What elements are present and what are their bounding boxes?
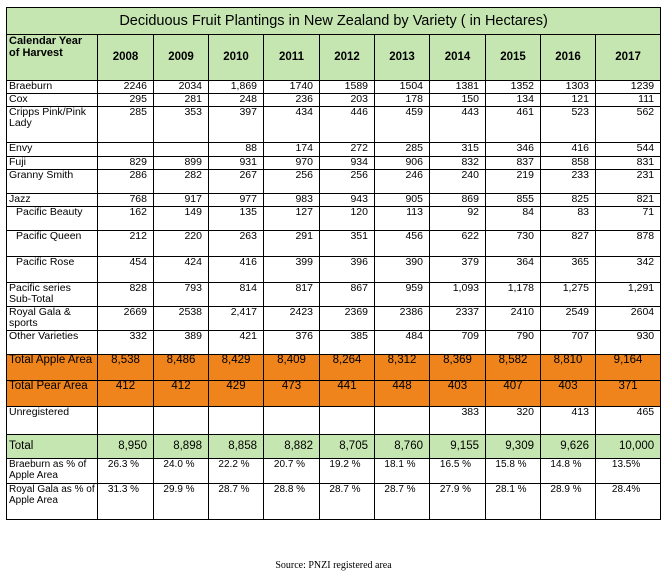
table-row-cell-2016: 825 xyxy=(541,194,596,207)
table-row-cell-2016: 233 xyxy=(541,170,596,194)
table-row-label: Jazz xyxy=(7,194,98,207)
table-title: Deciduous Fruit Plantings in New Zealand by Variety ( in Hectares) xyxy=(7,8,661,35)
table-row-cell-2013: 2386 xyxy=(375,307,430,331)
table-row-cell-2013: 1504 xyxy=(375,81,430,94)
table-row-cell-2010: 263 xyxy=(209,231,264,257)
unregistered-row-cell-2014: 383 xyxy=(430,407,486,435)
table-row-cell-2012: 120 xyxy=(320,207,375,231)
table-row-cell-2015: 790 xyxy=(486,331,541,355)
table-row-cell-2008: 212 xyxy=(98,231,154,257)
table-row-label: Braeburn xyxy=(7,81,98,94)
total-row-label: Total xyxy=(7,435,98,459)
table-row-cell-2008: 2246 xyxy=(98,81,154,94)
table-row-cell-2011: 1740 xyxy=(264,81,320,94)
royalgala-pct-row-cell-2016: 28.9 % xyxy=(541,484,596,520)
total-pear-row-label: Total Pear Area xyxy=(7,381,98,407)
header-year-2011: 2011 xyxy=(264,35,320,81)
table-row-cell-2008: 454 xyxy=(98,257,154,283)
braeburn-pct-row-cell-2012: 19.2 % xyxy=(320,459,375,484)
table-row-cell-2008: 162 xyxy=(98,207,154,231)
table-row-cell-2015: 346 xyxy=(486,143,541,157)
header-row xyxy=(7,35,661,81)
braeburn-pct-row-cell-2014: 16.5 % xyxy=(430,459,486,484)
table-row-cell-2011: 2423 xyxy=(264,307,320,331)
table-row-cell-2009 xyxy=(154,143,209,157)
table-row-cell-2017: 231 xyxy=(596,170,661,194)
table-row-cell-2009: 899 xyxy=(154,157,209,170)
header-year-2015: 2015 xyxy=(486,35,541,81)
total-row-cell-2012: 8,705 xyxy=(320,435,375,459)
table-row-cell-2008: 286 xyxy=(98,170,154,194)
royalgala-pct-row-cell-2010: 28.7 % xyxy=(209,484,264,520)
unregistered-row xyxy=(7,407,661,435)
table-row-cell-2012: 272 xyxy=(320,143,375,157)
total-pear-row xyxy=(7,381,661,407)
table-row-cell-2016: 416 xyxy=(541,143,596,157)
table-row xyxy=(7,231,661,257)
table-row-cell-2008: 829 xyxy=(98,157,154,170)
total-pear-row-cell-2011: 473 xyxy=(264,381,320,407)
total-row-cell-2017: 10,000 xyxy=(596,435,661,459)
total-apple-row-cell-2013: 8,312 xyxy=(375,355,430,381)
total-apple-row-cell-2014: 8,369 xyxy=(430,355,486,381)
table-row-cell-2013: 959 xyxy=(375,283,430,307)
table-row-cell-2014: 315 xyxy=(430,143,486,157)
total-row-cell-2013: 8,760 xyxy=(375,435,430,459)
total-apple-row-cell-2010: 8,429 xyxy=(209,355,264,381)
royalgala-pct-row-cell-2015: 28.1 % xyxy=(486,484,541,520)
table-row xyxy=(7,170,661,194)
braeburn-pct-row xyxy=(7,459,661,484)
header-year-2017: 2017 xyxy=(596,35,661,81)
table-row-cell-2009: 149 xyxy=(154,207,209,231)
table-row xyxy=(7,331,661,355)
table-row-cell-2014: 2337 xyxy=(430,307,486,331)
header-year-2009: 2009 xyxy=(154,35,209,81)
total-pear-row-cell-2014: 403 xyxy=(430,381,486,407)
table-row-cell-2009: 389 xyxy=(154,331,209,355)
table-row-cell-2017: 71 xyxy=(596,207,661,231)
table-row-cell-2013: 484 xyxy=(375,331,430,355)
table-row xyxy=(7,94,661,107)
table-row-cell-2014: 832 xyxy=(430,157,486,170)
royalgala-pct-row-cell-2008: 31.3 % xyxy=(98,484,154,520)
total-apple-row-cell-2009: 8,486 xyxy=(154,355,209,381)
table-row-cell-2014: 869 xyxy=(430,194,486,207)
table-row-cell-2010: 977 xyxy=(209,194,264,207)
total-apple-row-cell-2016: 8,810 xyxy=(541,355,596,381)
table-row-cell-2010: 267 xyxy=(209,170,264,194)
table-row-cell-2013: 246 xyxy=(375,170,430,194)
table-row-cell-2012: 351 xyxy=(320,231,375,257)
table-row-cell-2011: 127 xyxy=(264,207,320,231)
table-row-cell-2010: 814 xyxy=(209,283,264,307)
table-row-cell-2011: 817 xyxy=(264,283,320,307)
table-row-label: Cox xyxy=(7,94,98,107)
table-row-cell-2016: 2549 xyxy=(541,307,596,331)
table-row-cell-2013: 905 xyxy=(375,194,430,207)
table-row-cell-2009: 2034 xyxy=(154,81,209,94)
table-row-cell-2014: 622 xyxy=(430,231,486,257)
table-row-cell-2014: 379 xyxy=(430,257,486,283)
total-apple-row-cell-2015: 8,582 xyxy=(486,355,541,381)
total-pear-row-cell-2015: 407 xyxy=(486,381,541,407)
table-row-cell-2017: 1239 xyxy=(596,81,661,94)
header-year-2012: 2012 xyxy=(320,35,375,81)
table-row-cell-2010: 88 xyxy=(209,143,264,157)
table-row-cell-2017: 2604 xyxy=(596,307,661,331)
table-row xyxy=(7,143,661,157)
royalgala-pct-row-cell-2014: 27.9 % xyxy=(430,484,486,520)
table-row-cell-2008: 768 xyxy=(98,194,154,207)
total-apple-row-cell-2011: 8,409 xyxy=(264,355,320,381)
table-row-label: Pacific series Sub-Total xyxy=(7,283,98,307)
total-row-cell-2011: 8,882 xyxy=(264,435,320,459)
total-pear-row-cell-2017: 371 xyxy=(596,381,661,407)
table-row-cell-2014: 1381 xyxy=(430,81,486,94)
table-row-cell-2015: 837 xyxy=(486,157,541,170)
table-row-cell-2017: 544 xyxy=(596,143,661,157)
table-row xyxy=(7,157,661,170)
unregistered-row-cell-2008 xyxy=(98,407,154,435)
table-row-cell-2012: 943 xyxy=(320,194,375,207)
table-row-cell-2016: 121 xyxy=(541,94,596,107)
table-row-cell-2008 xyxy=(98,143,154,157)
unregistered-row-cell-2009 xyxy=(154,407,209,435)
table-row-cell-2011: 983 xyxy=(264,194,320,207)
table-row-cell-2017: 111 xyxy=(596,94,661,107)
royalgala-pct-row-label: Royal Gala as % of Apple Area xyxy=(7,484,98,520)
table-row-cell-2015: 2410 xyxy=(486,307,541,331)
table-row-label: Granny Smith xyxy=(7,170,98,194)
table-row-cell-2010: 2,417 xyxy=(209,307,264,331)
royalgala-pct-row-cell-2017: 28.4% xyxy=(596,484,661,520)
table-row-label: Fuji xyxy=(7,157,98,170)
table-row-cell-2013: 906 xyxy=(375,157,430,170)
table-row-cell-2012: 2369 xyxy=(320,307,375,331)
braeburn-pct-row-label: Braeburn as % of Apple Area xyxy=(7,459,98,484)
total-pear-row-cell-2008: 412 xyxy=(98,381,154,407)
table-row-cell-2010: 1,869 xyxy=(209,81,264,94)
table-row-label: Royal Gala & sports xyxy=(7,307,98,331)
table-row-label: Cripps Pink/Pink Lady xyxy=(7,107,98,143)
table-row-cell-2016: 827 xyxy=(541,231,596,257)
braeburn-pct-row-cell-2011: 20.7 % xyxy=(264,459,320,484)
total-apple-row-cell-2012: 8,264 xyxy=(320,355,375,381)
total-row xyxy=(7,435,661,459)
plantings-table xyxy=(6,7,661,520)
table-row-cell-2011: 256 xyxy=(264,170,320,194)
unregistered-row-cell-2015: 320 xyxy=(486,407,541,435)
total-apple-row-label: Total Apple Area xyxy=(7,355,98,381)
table-row-cell-2012: 256 xyxy=(320,170,375,194)
header-year-2016: 2016 xyxy=(541,35,596,81)
braeburn-pct-row-cell-2008: 26.3 % xyxy=(98,459,154,484)
unregistered-row-cell-2017: 465 xyxy=(596,407,661,435)
table-row-label: Envy xyxy=(7,143,98,157)
table-row-cell-2009: 353 xyxy=(154,107,209,143)
table-row-label: Other Varieties xyxy=(7,331,98,355)
total-pear-row-cell-2010: 429 xyxy=(209,381,264,407)
table-row-cell-2017: 1,291 xyxy=(596,283,661,307)
table-row-cell-2009: 282 xyxy=(154,170,209,194)
unregistered-row-cell-2011 xyxy=(264,407,320,435)
plantings-table-container xyxy=(6,7,660,571)
table-row-cell-2012: 203 xyxy=(320,94,375,107)
header-year-2008: 2008 xyxy=(98,35,154,81)
table-row-cell-2010: 248 xyxy=(209,94,264,107)
total-pear-row-cell-2013: 448 xyxy=(375,381,430,407)
table-row-cell-2010: 397 xyxy=(209,107,264,143)
table-row-cell-2009: 424 xyxy=(154,257,209,283)
braeburn-pct-row-cell-2017: 13.5% xyxy=(596,459,661,484)
table-row-cell-2017: 878 xyxy=(596,231,661,257)
total-apple-row xyxy=(7,355,661,381)
table-row-cell-2013: 459 xyxy=(375,107,430,143)
table-row xyxy=(7,257,661,283)
table-row-cell-2008: 332 xyxy=(98,331,154,355)
table-row-cell-2010: 135 xyxy=(209,207,264,231)
braeburn-pct-row-cell-2009: 24.0 % xyxy=(154,459,209,484)
table-row-cell-2013: 456 xyxy=(375,231,430,257)
royalgala-pct-row-cell-2011: 28.8 % xyxy=(264,484,320,520)
header-year-2010: 2010 xyxy=(209,35,264,81)
royalgala-pct-row-cell-2012: 28.7 % xyxy=(320,484,375,520)
table-row-cell-2013: 390 xyxy=(375,257,430,283)
table-row-cell-2008: 285 xyxy=(98,107,154,143)
table-row-cell-2011: 236 xyxy=(264,94,320,107)
braeburn-pct-row-cell-2010: 22.2 % xyxy=(209,459,264,484)
unregistered-row-cell-2016: 413 xyxy=(541,407,596,435)
table-row-cell-2015: 364 xyxy=(486,257,541,283)
table-row-cell-2010: 416 xyxy=(209,257,264,283)
table-row-cell-2009: 220 xyxy=(154,231,209,257)
table-row-label: Pacific Beauty xyxy=(7,207,98,231)
header-label: Calendar Year of Harvest xyxy=(7,35,98,81)
table-row-cell-2013: 285 xyxy=(375,143,430,157)
table-row-cell-2015: 84 xyxy=(486,207,541,231)
table-row-cell-2015: 730 xyxy=(486,231,541,257)
royalgala-pct-row xyxy=(7,484,661,520)
table-row-cell-2015: 219 xyxy=(486,170,541,194)
table-row-cell-2011: 399 xyxy=(264,257,320,283)
table-row-cell-2012: 396 xyxy=(320,257,375,283)
table-row-cell-2014: 240 xyxy=(430,170,486,194)
table-row-label: Pacific Queen xyxy=(7,231,98,257)
table-row-cell-2011: 434 xyxy=(264,107,320,143)
table-row-cell-2012: 446 xyxy=(320,107,375,143)
table-row-cell-2011: 376 xyxy=(264,331,320,355)
table-row-cell-2016: 707 xyxy=(541,331,596,355)
table-row-cell-2016: 858 xyxy=(541,157,596,170)
table-row-cell-2017: 342 xyxy=(596,257,661,283)
table-row-cell-2016: 365 xyxy=(541,257,596,283)
table-row-cell-2015: 1352 xyxy=(486,81,541,94)
table-row-cell-2013: 113 xyxy=(375,207,430,231)
unregistered-row-cell-2013 xyxy=(375,407,430,435)
table-row xyxy=(7,307,661,331)
unregistered-row-cell-2012 xyxy=(320,407,375,435)
total-row-cell-2015: 9,309 xyxy=(486,435,541,459)
table-row-cell-2016: 1,275 xyxy=(541,283,596,307)
table-row-cell-2012: 1589 xyxy=(320,81,375,94)
table-row-cell-2008: 2669 xyxy=(98,307,154,331)
table-row-cell-2015: 1,178 xyxy=(486,283,541,307)
table-row-cell-2017: 930 xyxy=(596,331,661,355)
table-row-cell-2012: 385 xyxy=(320,331,375,355)
table-row xyxy=(7,283,661,307)
table-row-cell-2009: 281 xyxy=(154,94,209,107)
table-row-cell-2012: 867 xyxy=(320,283,375,307)
source-note: Source: PNZI registered area xyxy=(275,560,392,571)
table-row-cell-2015: 134 xyxy=(486,94,541,107)
total-row-cell-2016: 9,626 xyxy=(541,435,596,459)
header-year-2014: 2014 xyxy=(430,35,486,81)
table-row-cell-2017: 831 xyxy=(596,157,661,170)
total-apple-row-cell-2008: 8,538 xyxy=(98,355,154,381)
royalgala-pct-row-cell-2009: 29.9 % xyxy=(154,484,209,520)
braeburn-pct-row-cell-2013: 18.1 % xyxy=(375,459,430,484)
unregistered-row-cell-2010 xyxy=(209,407,264,435)
table-row xyxy=(7,81,661,94)
table-row xyxy=(7,207,661,231)
braeburn-pct-row-cell-2015: 15.8 % xyxy=(486,459,541,484)
table-row-cell-2009: 793 xyxy=(154,283,209,307)
header-year-2013: 2013 xyxy=(375,35,430,81)
table-row-cell-2014: 709 xyxy=(430,331,486,355)
table-row-cell-2011: 970 xyxy=(264,157,320,170)
braeburn-pct-row-cell-2016: 14.8 % xyxy=(541,459,596,484)
table-row xyxy=(7,194,661,207)
table-row-cell-2015: 855 xyxy=(486,194,541,207)
total-apple-row-cell-2017: 9,164 xyxy=(596,355,661,381)
total-pear-row-cell-2009: 412 xyxy=(154,381,209,407)
total-pear-row-cell-2012: 441 xyxy=(320,381,375,407)
table-row-label: Pacific Rose xyxy=(7,257,98,283)
table-row-cell-2016: 523 xyxy=(541,107,596,143)
table-row-cell-2014: 92 xyxy=(430,207,486,231)
total-pear-row-cell-2016: 403 xyxy=(541,381,596,407)
table-row-cell-2011: 291 xyxy=(264,231,320,257)
royalgala-pct-row-cell-2013: 28.7 % xyxy=(375,484,430,520)
table-row-cell-2016: 83 xyxy=(541,207,596,231)
total-row-cell-2014: 9,155 xyxy=(430,435,486,459)
table-row-cell-2013: 178 xyxy=(375,94,430,107)
table-row-cell-2017: 562 xyxy=(596,107,661,143)
total-row-cell-2008: 8,950 xyxy=(98,435,154,459)
table-row-cell-2014: 150 xyxy=(430,94,486,107)
table-row-cell-2008: 295 xyxy=(98,94,154,107)
table-row-cell-2016: 1303 xyxy=(541,81,596,94)
table-row-cell-2009: 2538 xyxy=(154,307,209,331)
table-row-cell-2015: 461 xyxy=(486,107,541,143)
table-row-cell-2009: 917 xyxy=(154,194,209,207)
table-row-cell-2010: 421 xyxy=(209,331,264,355)
unregistered-row-label: Unregistered xyxy=(7,407,98,435)
table-row-cell-2017: 821 xyxy=(596,194,661,207)
total-row-cell-2009: 8,898 xyxy=(154,435,209,459)
table-row-cell-2014: 443 xyxy=(430,107,486,143)
table-row-cell-2011: 174 xyxy=(264,143,320,157)
table-row-cell-2012: 934 xyxy=(320,157,375,170)
table-row xyxy=(7,107,661,143)
total-row-cell-2010: 8,858 xyxy=(209,435,264,459)
table-row-cell-2014: 1,093 xyxy=(430,283,486,307)
table-row-cell-2008: 828 xyxy=(98,283,154,307)
table-row-cell-2010: 931 xyxy=(209,157,264,170)
